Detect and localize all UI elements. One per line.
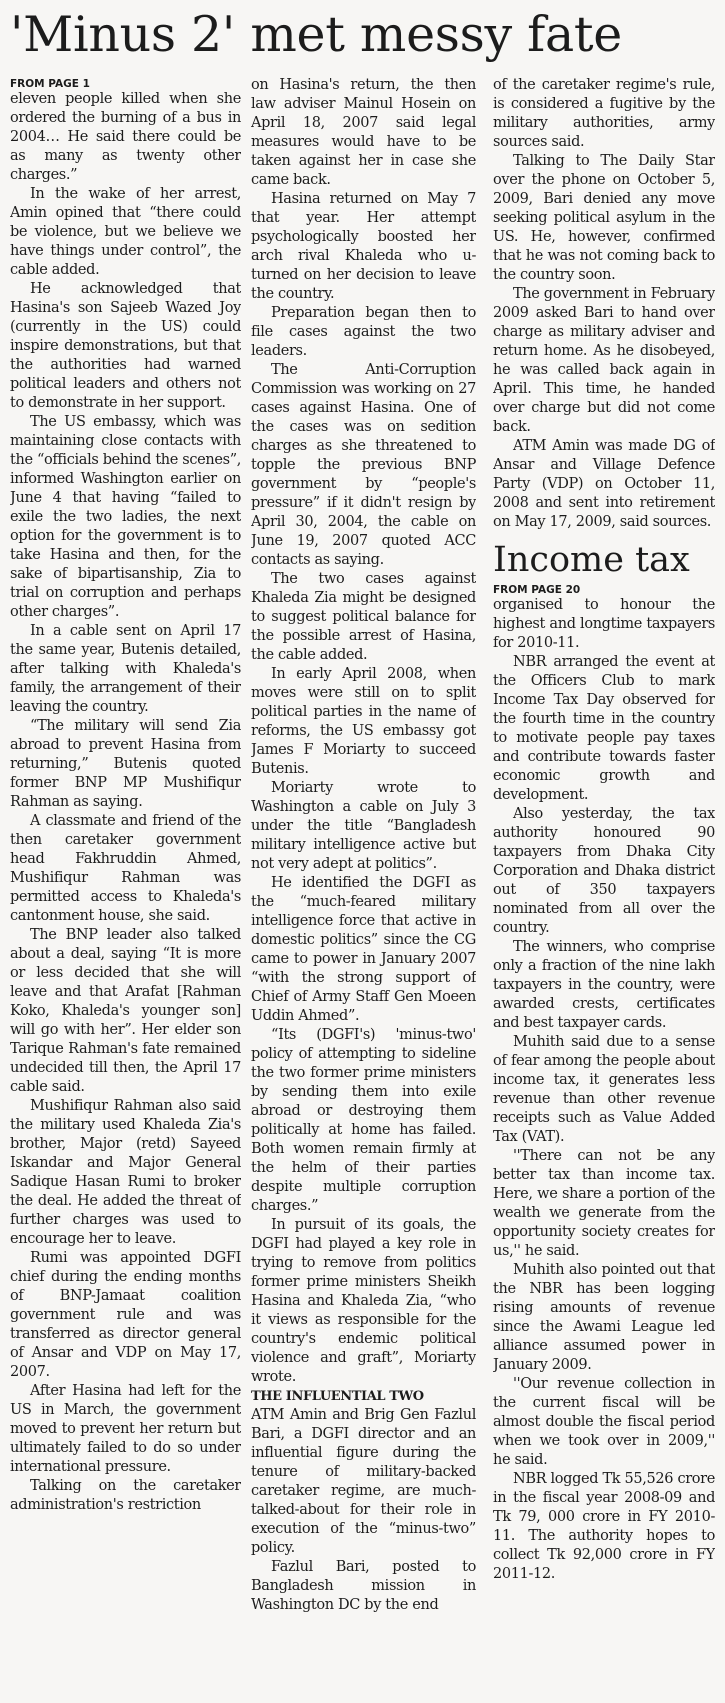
paragraph: of the caretaker regime's rule, is considered a fugitive by the military authorities, army sources said. xyxy=(493,77,715,150)
paragraph: The US embassy, which was maintaining close contacts with the “officials behind the scenes”, informed Washington earlier on June 4 that having “failed to exile the two ladies, the next option for the government is to take Hasina and then, for the sake of bipartisanship, Zia to trial on corruption and perhaps other charges”. xyxy=(10,414,241,620)
paragraph: “Its (DGFI's) 'minus-two' policy of attempting to sideline the two former prime ministers by sending them into exile abroad or destroying them politically at home has failed. Both women remain firmly at the helm of their parties despite multiple corruption charges.” xyxy=(251,1027,476,1214)
paragraph: “The military will send Zia abroad to prevent Hasina from returning,” Butenis quoted former BNP MP Mushifiqur Rahman as saying. xyxy=(10,718,241,810)
paragraph: Muhith said due to a sense of fear among the people about income tax, it generates less revenue than other revenue receipts such as Value Added Tax (VAT). xyxy=(493,1034,715,1145)
paragraph: ''There can not be any better tax than income tax. Here, we share a portion of the wealth we generate from the opportunity society creates for us,'' he said. xyxy=(493,1148,715,1259)
article-column-3 xyxy=(493,76,715,1701)
continued-from-kicker: FROM PAGE 1 xyxy=(10,78,90,90)
paragraph: Muhith also pointed out that the NBR has been logging rising amounts of revenue since the Awami League led alliance assumed power in January 2009. xyxy=(493,1262,715,1373)
paragraph: The BNP leader also talked about a deal, saying “It is more or less decided that she will leave and that Arafat [Rahman Koko, Khaleda's younger son] will go with her”. Her elder son Tarique Rahman's fate remained undecided till then, the April 17 cable said. xyxy=(10,927,241,1095)
paragraph: A classmate and friend of the then caretaker government head Fakhruddin Ahmed, Mushifiqur Rahman was permitted access to Khaleda's cantonment house, she said. xyxy=(10,813,241,924)
paragraph: on Hasina's return, the then law adviser Mainul Hosein on April 18, 2007 said legal measures would have to be taken against her in case she came back. xyxy=(251,77,476,188)
paragraph: Rumi was appointed DGFI chief during the ending months of BNP-Jamaat coalition government rule and was transferred as director general of Ansar and VDP on May 17, 2007. xyxy=(10,1250,241,1380)
subheading: THE INFLUENTIAL TWO xyxy=(251,1389,424,1404)
paragraph: The Anti-Corruption Commission was working on 27 cases against Hasina. One of the cases was on sedition charges as she threatened to topple the previous BNP government by “people's pressure” if it didn't resign by April 30, 2004, the cable on June 19, 2007 quoted ACC contacts as saying. xyxy=(251,362,476,568)
paragraph: Moriarty wrote to Washington a cable on July 3 under the title “Bangladesh military intelligence active but not very adept at politics”. xyxy=(251,780,476,872)
paragraph: The two cases against Khaleda Zia might be designed to suggest political balance for the possible arrest of Hasina, the cable added. xyxy=(251,571,476,663)
paragraph: In the wake of her arrest, Amin opined that “there could be violence, but we believe we have things under control”, the cable added. xyxy=(10,186,241,278)
paragraph: ATM Amin was made DG of Ansar and Village Defence Party (VDP) on October 11, 2008 and sent into retirement on May 17, 2009, said sources. xyxy=(493,438,715,530)
paragraph: NBR logged Tk 55,526 crore in the fiscal year 2008-09 and Tk 79, 000 crore in FY 2010-11. The authority hopes to collect Tk 92,000 crore in FY 2011-12. xyxy=(493,1471,715,1582)
article-column-1 xyxy=(10,76,241,1701)
continued-from-kicker: FROM PAGE 20 xyxy=(493,584,581,596)
paragraph: He acknowledged that Hasina's son Sajeeb Wazed Joy (currently in the US) could inspire demonstrations, but that the authorities had warned political leaders and others not to demonstrate in her support. xyxy=(10,281,241,411)
paragraph: Talking to The Daily Star over the phone on October 5, 2009, Bari denied any move seeking political asylum in the US. He, however, confirmed that he was not coming back to the country soon. xyxy=(493,153,715,283)
paragraph: NBR arranged the event at the Officers Club to mark Income Tax Day observed for the fourth time in the country to motivate people pay taxes and contribute towards faster economic growth and development. xyxy=(493,654,715,803)
paragraph: Hasina returned on May 7 that year. Her attempt psychologically boosted her arch rival Khaleda who u-turned on her decision to leave the country. xyxy=(251,191,476,302)
paragraph: The government in February 2009 asked Bari to hand over charge as military adviser and return home. As he disobeyed, he was called back again in April. This time, he handed over charge but did not come back. xyxy=(493,286,715,435)
paragraph: eleven people killed when she ordered the burning of a bus in 2004… He said there could be as many as twenty other charges.” xyxy=(10,91,241,183)
paragraph: organised to honour the highest and longtime taxpayers for 2010-11. xyxy=(493,597,715,651)
paragraph: The winners, who comprise only a fraction of the nine lakh taxpayers in the country, were awarded crests, certificates and best taxpayer cards. xyxy=(493,939,715,1031)
paragraph: He identified the DGFI as the “much-feared military intelligence force that active in domestic politics” since the CG came to power in January 2007 “with the strong support of Chief of Army Staff Gen Moeen Uddin Ahmed”. xyxy=(251,875,476,1024)
paragraph: Talking on the caretaker administration's restriction xyxy=(10,1478,241,1513)
paragraph: ''Our revenue collection in the current fiscal will be almost double the fiscal period when we took over in 2009,'' he said. xyxy=(493,1376,715,1468)
paragraph: Fazlul Bari, posted to Bangladesh mission in Washington DC by the end xyxy=(251,1559,476,1613)
paragraph: In early April 2008, when moves were still on to split political parties in the name of reforms, the US embassy got James F Moriarty to succeed Butenis. xyxy=(251,666,476,777)
headline: 'Minus 2' met messy fate xyxy=(10,6,622,63)
paragraph: Also yesterday, the tax authority honoured 90 taxpayers from Dhaka City Corporation and Dhaka district out of 350 taxpayers nominated from all over the country. xyxy=(493,806,715,936)
article-column-2 xyxy=(251,76,476,1701)
paragraph: After Hasina had left for the US in March, the government moved to prevent her return but ultimately failed to do so under international pressure. xyxy=(10,1383,241,1475)
paragraph: Preparation began then to file cases against the two leaders. xyxy=(251,305,476,359)
paragraph: In pursuit of its goals, the DGFI had played a key role in trying to remove from politics former prime ministers Sheikh Hasina and Khaleda Zia, “who it views as responsible for the country's endemic political violence and graft”, Moriarty wrote. xyxy=(251,1217,476,1385)
paragraph: Mushifiqur Rahman also said the military used Khaleda Zia's brother, Major (retd) Sayeed Iskandar and Major General Sadique Hasan Rumi to broker the deal. He added the threat of further charges was used to encourage her to leave. xyxy=(10,1098,241,1247)
income-tax-headline: Income tax xyxy=(493,540,690,580)
paragraph: In a cable sent on April 17 the same year, Butenis detailed, after talking with Khaleda's family, the arrangement of their leaving the country. xyxy=(10,623,241,715)
paragraph: ATM Amin and Brig Gen Fazlul Bari, a DGFI director and an influential figure during the tenure of military-backed caretaker regime, are much-talked-about for their role in execution of the “minus-two” policy. xyxy=(251,1407,476,1556)
